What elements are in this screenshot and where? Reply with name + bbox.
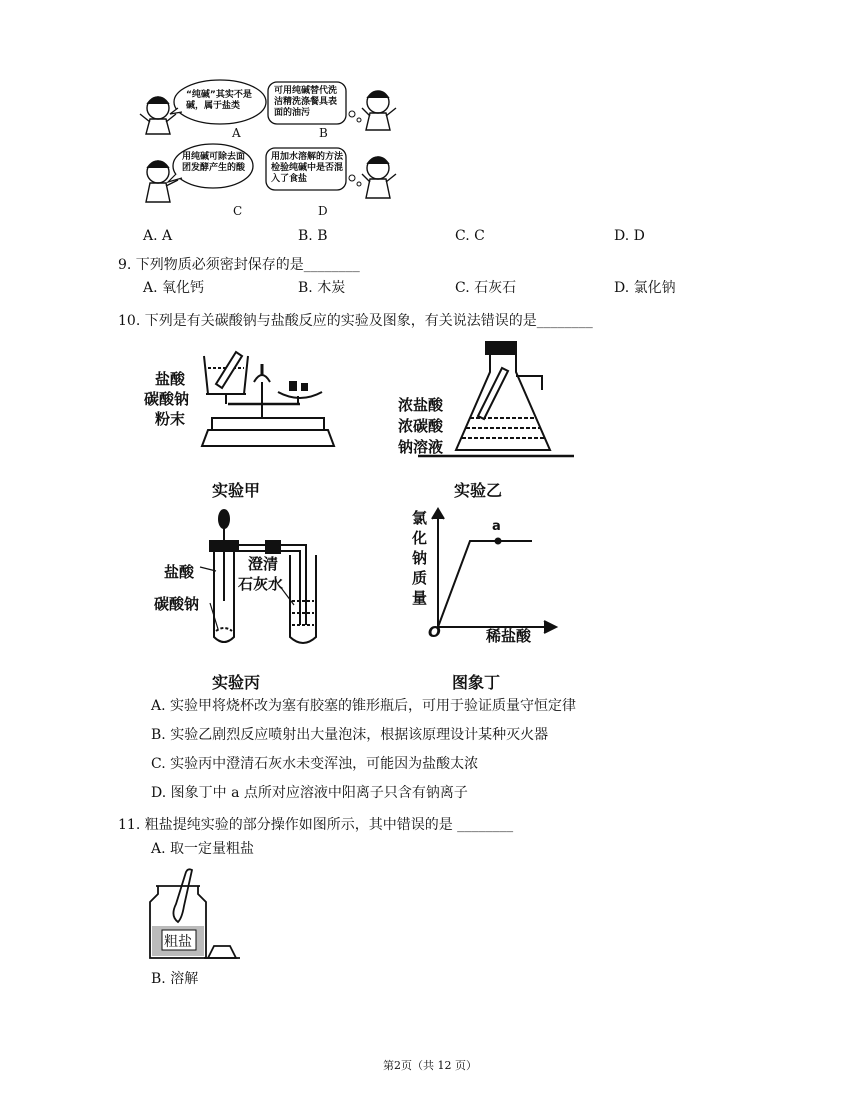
q10-option-c[interactable]: C. 实验丙中澄清石灰水未变浑浊，可能因为盐酸太浓 — [151, 756, 479, 772]
bubble-d-text: 用加水溶解的方法检验纯碱中是否混入了食盐 — [271, 152, 344, 184]
q9-option-b[interactable]: B. 木炭 — [298, 280, 346, 296]
ding-y-1: 氯 — [412, 509, 428, 527]
q10-option-d[interactable]: D. 图象丁中 a 点所对应溶液中阳离子只含有钠离子 — [151, 785, 468, 801]
yi-label-solution: 钠溶液 — [398, 438, 444, 456]
ding-y-3: 钠 — [412, 549, 428, 567]
q8-option-b[interactable]: B. B — [298, 228, 328, 244]
jia-label-hcl: 盐酸 — [155, 370, 186, 388]
experiment-yi-figure — [398, 338, 578, 503]
yi-label-conc-hcl: 浓盐酸 — [398, 396, 444, 414]
q8-option-c[interactable]: C. C — [455, 228, 485, 244]
q9-option-c[interactable]: C. 石灰石 — [455, 280, 517, 296]
jia-caption: 实验甲 — [212, 481, 261, 500]
q11-option-a[interactable]: A. 取一定量粗盐 — [151, 841, 255, 857]
bubble-c-text: 用纯碱可除去面团发酵产生的酸 — [182, 152, 246, 173]
ding-y-2: 化 — [412, 529, 428, 547]
image-letter-c: C — [233, 204, 243, 218]
q9-option-a[interactable]: A. 氧化钙 — [143, 280, 205, 296]
jar-label-coarse-salt: 粗盐 — [164, 934, 192, 950]
bubble-a-text: “纯碱”其实不是碱，属于盐类 — [186, 90, 252, 111]
graph-ding-figure — [408, 505, 568, 690]
q8-option-a[interactable]: A. A — [143, 228, 173, 244]
yi-label-conc-na2co3: 浓碳酸 — [398, 417, 444, 435]
experiment-jia-figure — [144, 338, 350, 503]
q8-cartoon-svg — [138, 78, 403, 220]
q10-stem: 10. 下列是有关碳酸钠与盐酸反应的实验及图象，有关说法错误的是________ — [118, 313, 593, 329]
bing-caption: 实验丙 — [212, 673, 261, 692]
q9-stem: 9. 下列物质必须密封保存的是________ — [118, 257, 360, 273]
bing-label-na2co3: 碳酸钠 — [154, 595, 200, 613]
cartoon-kid-a — [140, 97, 176, 134]
cartoon-kid-d — [362, 157, 396, 198]
coarse-salt-jar-figure — [148, 866, 243, 962]
q9-option-d[interactable]: D. 氯化钠 — [614, 280, 676, 296]
jia-label-powder: 粉末 — [155, 410, 186, 428]
ding-caption: 图象丁 — [452, 673, 501, 692]
bing-label-hcl: 盐酸 — [164, 563, 195, 581]
experiment-bing-figure — [150, 505, 350, 690]
jia-label-na2co3: 碳酸钠 — [144, 390, 190, 408]
q10-option-b[interactable]: B. 实验乙剧烈反应喷射出大量泡沫，根据该原理设计某种灭火器 — [151, 727, 549, 743]
page-footer: 第2页（共 12 页） — [383, 1059, 477, 1072]
q8-cartoon-figure — [138, 78, 403, 220]
ding-origin: O — [428, 623, 441, 641]
image-letter-d: D — [318, 204, 328, 218]
ding-x-label: 稀盐酸 — [486, 627, 532, 645]
jar-svg — [148, 866, 243, 962]
q11-option-b[interactable]: B. 溶解 — [151, 971, 199, 987]
image-letter-a: A — [232, 126, 241, 140]
q11-stem: 11. 粗盐提纯实验的部分操作如图所示，其中错误的是 ________ — [118, 817, 514, 833]
q10-option-a[interactable]: A. 实验甲将烧杯改为塞有胶塞的锥形瓶后，可用于验证质量守恒定律 — [151, 698, 577, 714]
point-a — [495, 538, 502, 545]
bing-label-clear: 澄清 — [248, 555, 279, 573]
q8-option-d[interactable]: D. D — [614, 228, 645, 244]
bing-label-limewater: 石灰水 — [238, 575, 284, 593]
nacl-curve — [438, 541, 532, 627]
bubble-b-text: 可用纯碱替代洗洁精洗涤餐具表面的油污 — [274, 86, 338, 118]
cartoon-kid-b — [362, 91, 396, 130]
ding-y-5: 量 — [412, 589, 428, 607]
yi-caption: 实验乙 — [454, 481, 503, 500]
ding-y-4: 质 — [412, 569, 428, 587]
ding-point-label: a — [492, 519, 501, 534]
image-letter-b: B — [319, 126, 328, 140]
